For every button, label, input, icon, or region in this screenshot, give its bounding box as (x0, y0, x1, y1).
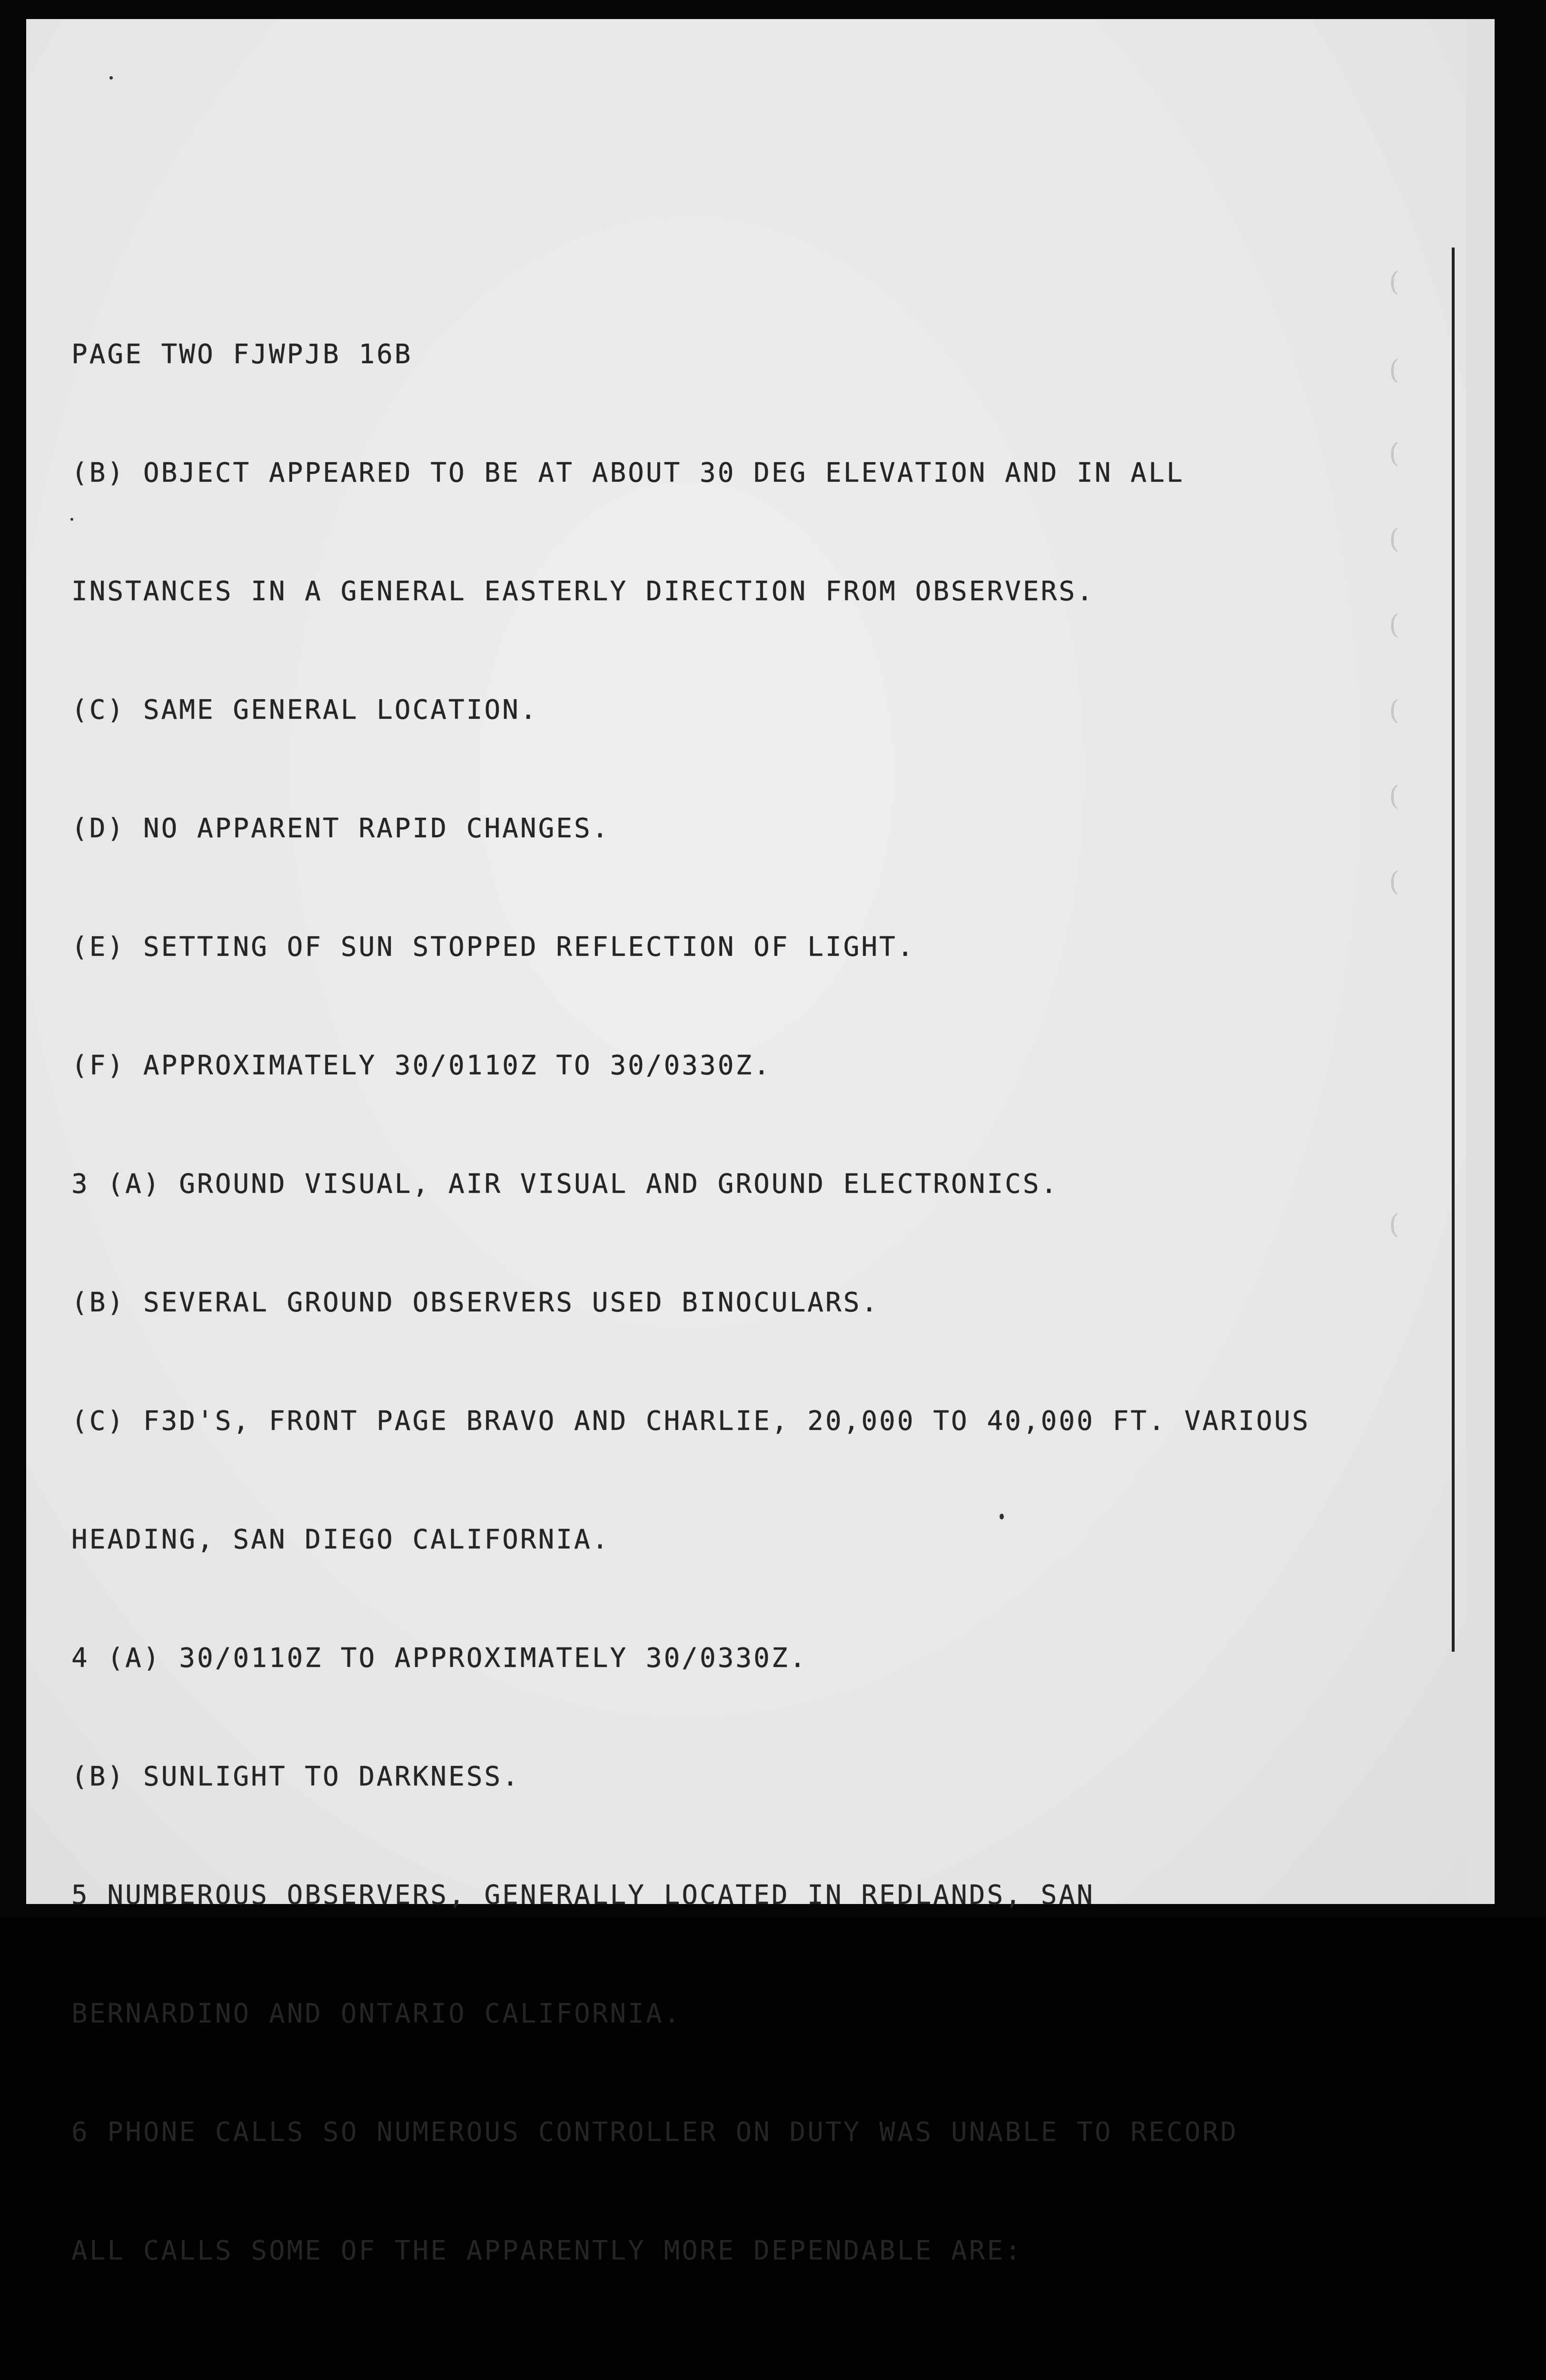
binder-hole-mark: ( (1389, 267, 1399, 298)
body-line: (B) SEVERAL GROUND OBSERVERS USED BINOCULARS. (71, 1287, 880, 1318)
body-line: (D) NO APPARENT RAPID CHANGES. (71, 813, 610, 844)
body-line: BERNARDINO AND ONTARIO CALIFORNIA. (71, 1998, 682, 2029)
binder-hole-mark: ( (1389, 695, 1399, 726)
body-line: ALL CALLS SOME OF THE APPARENTLY MORE DEPENDABLE ARE: (71, 2235, 1023, 2266)
page-edge (1466, 19, 1495, 1904)
body-line: (C) F3D'S, FRONT PAGE BRAVO AND CHARLIE, 20,000 TO 40,000 FT. VARIOUS (71, 1406, 1310, 1437)
body-line: 3 (A) GROUND VISUAL, AIR VISUAL AND GROUND ELECTRONICS. (71, 1169, 1059, 1200)
body-line: (B) SUNLIGHT TO DARKNESS. (71, 1761, 520, 1792)
body-line: 6 PHONE CALLS SO NUMEROUS CONTROLLER ON DUTY WAS UNABLE TO RECORD (71, 2117, 1239, 2148)
body-line: (F) APPROXIMATELY 30/0110Z TO 30/0330Z. (71, 1050, 772, 1081)
margin-rule (1452, 248, 1455, 1652)
page-header: PAGE TWO FJWPJB 16B (71, 339, 413, 370)
teletype-body (71, 264, 1399, 2380)
body-line: 4 (A) 30/0110Z TO APPROXIMATELY 30/0330Z. (71, 1643, 808, 1674)
binder-hole-mark: ( (1389, 438, 1399, 469)
binder-hole-mark: ( (1389, 1209, 1399, 1240)
body-line: (C) SAME GENERAL LOCATION. (71, 694, 538, 725)
binder-hole-mark: ( (1389, 524, 1399, 555)
body-line: (E) SETTING OF SUN STOPPED REFLECTION OF LIGHT. (71, 932, 915, 962)
body-line: 5 NUMBEROUS OBSERVERS, GENERALLY LOCATED IN REDLANDS, SAN (71, 1880, 1095, 1911)
binder-hole-mark: ( (1389, 355, 1399, 386)
contact-line-a (71, 2372, 1399, 2380)
body-line: INSTANCES IN A GENERAL EASTERLY DIRECTION FROM OBSERVERS. (71, 576, 1095, 607)
scan-speck (109, 76, 113, 79)
body-line: (B) OBJECT APPEARED TO BE AT ABOUT 30 DEG ELEVATION AND IN ALL (71, 457, 1185, 488)
binder-hole-mark: ( (1389, 609, 1399, 640)
binder-hole-mark: ( (1389, 781, 1399, 812)
body-line: HEADING, SAN DIEGO CALIFORNIA. (71, 1524, 610, 1555)
binder-hole-mark: ( (1389, 866, 1399, 897)
